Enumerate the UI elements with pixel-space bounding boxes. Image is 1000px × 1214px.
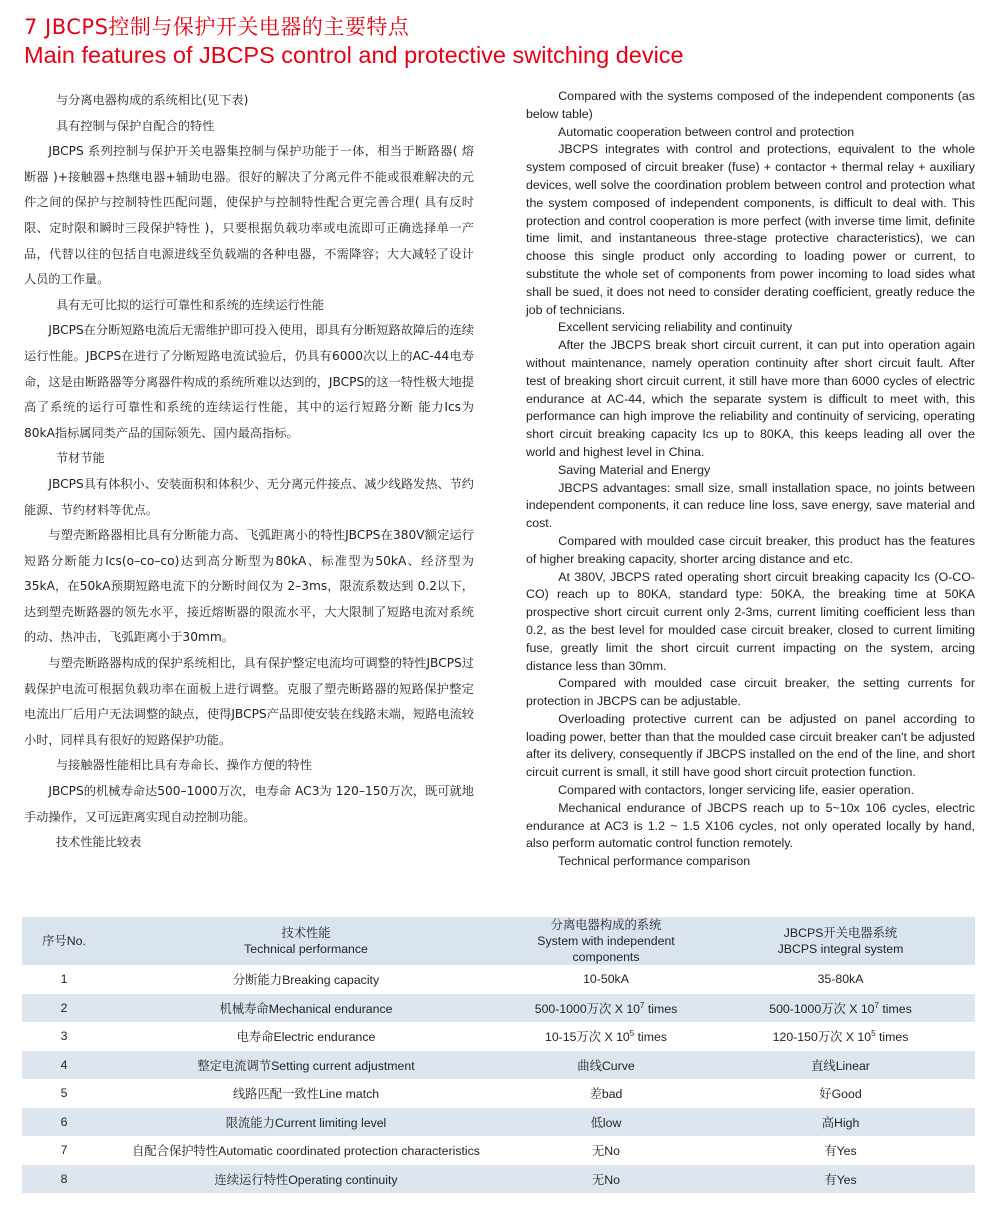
cn-paragraph: 与塑壳断路器构成的保护系统相比，具有保护整定电流均可调整的特性JBCPS过载保护电流可根据负载功率在面板上进行调整。克服了塑壳断路器的短路保护整定电流出厂后用户无法调整的缺点，使得JBCPS产品即使安装在线路末端，短路电流较小时，同样具有很好的短路保护功能。 [24, 656, 474, 747]
row-number-cell: 2 [22, 994, 106, 1023]
cell-value: 差bad [589, 1087, 623, 1102]
cell-unit: times [644, 1001, 678, 1016]
cell-value: 曲线Curve [577, 1058, 635, 1073]
cell-value: 有Yes [824, 1172, 857, 1187]
row-independent-cell [506, 1022, 706, 1051]
row-jbcps-cell [706, 965, 975, 994]
table-row [22, 1165, 975, 1194]
row-number-cell: 5 [22, 1079, 106, 1108]
cell-value: 10-50kA [583, 972, 629, 987]
header-jb-cn: JBCPS开关电器系统 [783, 926, 898, 940]
en-paragraph: Compared with moulded case circuit breaker, this product has the features of higher breaking capacity, shorter arcing distance and etc. [526, 533, 975, 566]
section-title-cn: 7 JBCPS控制与保护开关电器的主要特点 [24, 15, 410, 39]
en-paragraph: Compared with moulded case circuit breaker, the setting currents for protection in JBCPS can be adjustable. [526, 676, 975, 709]
table-body [22, 965, 975, 1193]
row-number-cell: 6 [22, 1108, 106, 1137]
cell-value: 500-1000万次 X 10 [769, 1001, 875, 1016]
cell-exponent: 7 [874, 1000, 879, 1010]
row-performance-cell: 自配合保护特性Automatic coordinated protection characteristics [106, 1136, 506, 1165]
table-row [22, 1051, 975, 1080]
header-ind-en: System with independent components [537, 934, 675, 964]
cell-value: 高High [821, 1115, 860, 1130]
en-heading: Excellent servicing reliability and continuity [558, 320, 793, 335]
en-paragraph: Mechanical endurance of JBCPS reach up to 5~10x 106 cycles, electric endurance at AC3 is 1.2 ~ 1.5 X106 cycles, not only operated locally by hand, also perform automatic control function remotely. [526, 800, 975, 851]
en-paragraph: JBCPS integrates with control and protections, equivalent to the whole system composed of circuit breaker (fuse) + contactor + thermal relay + auxiliary devices, well solve the coordination problem between control and protection what the system composed of independent components, is difficult to deal with. This protection and control cooperation is more perfect (with inverse time limit, definite time limit, and instantaneous three-stage protective characteristics), we can choose this single product only according to loading power or current, to substitute the whole set of components from power incoming to load sides what shall be sued, it does not need to consider derating coefficient, greatly reduce the job of technicians. [526, 142, 975, 317]
row-jbcps-cell [706, 1136, 975, 1165]
row-performance-cell: 整定电流调节Setting current adjustment [106, 1051, 506, 1080]
cn-heading: 与分离电器构成的系统相比(见下表) [56, 93, 249, 107]
cn-heading: 与接触器性能相比具有寿命长、操作方便的特性 [56, 758, 312, 773]
header-no: 序号No. [22, 917, 106, 965]
row-number-cell: 7 [22, 1136, 106, 1165]
row-number-cell: 8 [22, 1165, 106, 1194]
cn-paragraph: JBCPS在分断短路电流后无需维护即可投入使用，即具有分断短路故障后的连续运行性能。JBCPS在进行了分断短路电流试验后，仍具有6000次以上的AC-44电寿命，这是由断路器等分离器件构成的系统所难以达到的，JBCPS的这一特性极大地提高了系统的运行可靠性和系统的连续运行性能，其中的运行短路分断 能力Ics为80kA指标属同类产品的国际领先、国内最高指标。 [24, 323, 474, 440]
cn-paragraph: JBCPS 系列控制与保护开关电器集控制与保护功能于一体，相当于断路器( 熔断器 )+接触器+热继电器+辅助电器。很好的解决了分离元件不能或很难解决的元件之间的保护与控制特性匹配问题，使保护与控制特性配合更完善合理( 具有反时限、定时限和瞬时三段保护特性 )，只要根据负载功率或电流即可正确选择单一产品，代替以往的包括自电源进线至负载端的各种电器，不需降容；大大减轻了设计人员的工作量。 [24, 144, 474, 287]
row-independent-cell [506, 1165, 706, 1194]
row-independent-cell [506, 994, 706, 1023]
row-number-cell: 1 [22, 965, 106, 994]
row-independent-cell [506, 1108, 706, 1137]
en-paragraph: Compared with the systems composed of the independent components (as below table) [526, 89, 975, 121]
header-jb-en: JBCPS integral system [777, 942, 904, 956]
table-header-row [22, 917, 975, 965]
cell-value: 无No [591, 1172, 621, 1187]
cell-exponent: 7 [640, 1000, 645, 1010]
row-jbcps-cell [706, 1022, 975, 1051]
en-paragraph: At 380V, JBCPS rated operating short circuit breaking capacity Ics (O-CO-CO) reach up to 80KA, standard type: 50KA, the breaking time at 50KA prospective short circuit current only 2-3ms, current limiting coefficient less than 0.2, as the best level for moulded case circuit breaker, closed to current limiting fuse, greatly limit the short circuit current impacting on the system, arcing distance less than 30mm. [526, 569, 975, 673]
table-row [22, 994, 975, 1023]
row-jbcps-cell [706, 1165, 975, 1194]
en-heading: Saving Material and Energy [558, 462, 711, 477]
chinese-text-column [24, 88, 474, 856]
cell-value: 有Yes [824, 1144, 857, 1159]
row-independent-cell [506, 1051, 706, 1080]
en-paragraph: After the JBCPS break short circuit current, it can put into operation again without maintenance, namely operation continuity after short circuit fault. After test of breaking short circuit current, it still have more than 6000 cycles of electric endurance at AC-44, which the separate system is difficult to meet with, this performance can high improve the reliability and continuity of servicing, operating short circuit breaking capacity Ics up to 80KA, this keeps leading all over the world and highest level in China. [526, 338, 975, 459]
row-performance-cell: 线路匹配一致性Line match [106, 1079, 506, 1108]
header-jbcps-system [706, 917, 975, 965]
cell-unit: times [875, 1030, 909, 1045]
cell-value: 10-15万次 X 10 [544, 1030, 630, 1045]
en-paragraph: JBCPS advantages: small size, small installation space, no joints between independent components, it can reduce line loss, save energy, save material and cost. [526, 480, 975, 531]
cn-heading: 技术性能比较表 [56, 835, 142, 850]
cn-heading: 具有控制与保护自配合的特性 [56, 118, 215, 133]
cell-value: 低low [590, 1115, 622, 1130]
cell-value: 35-80kA [817, 972, 864, 987]
row-number-cell: 3 [22, 1022, 106, 1051]
table-row [22, 1022, 975, 1051]
row-independent-cell [506, 1136, 706, 1165]
header-perf-cn: 技术性能 [281, 926, 331, 940]
row-performance-cell: 分断能力Breaking capacity [106, 965, 506, 994]
cell-value: 直线Linear [811, 1058, 870, 1073]
row-performance-cell: 限流能力Current limiting level [106, 1108, 506, 1137]
cn-paragraph: 与塑壳断路器相比具有分断能力高、飞弧距离小的特性JBCPS在380V额定运行短路分断能力Ics(o–co–co)达到高分断型为80kA、标准型为50kA、经济型为35kA，在50kA预期短路电流下的分断时间仅为 2–3ms，限流系数达到 0.2以下，达到塑壳断路器的领先水平，接近熔断器的限流水平，大大限制了短路电流对系统的动、热冲击，飞弧距离小于30mm。 [24, 528, 474, 645]
cell-exponent: 5 [629, 1029, 635, 1039]
header-independent-system [506, 917, 706, 965]
row-performance-cell: 机械寿命Mechanical endurance [106, 994, 506, 1023]
header-perf-en: Technical performance [244, 942, 368, 956]
cn-paragraph: JBCPS具有体积小、安装面积和体积少、无分离元件接点、减少线路发热、节约能源、节约材料等优点。 [24, 476, 474, 517]
cell-value: 500-1000万次 X 10 [534, 1001, 641, 1016]
cn-paragraph: JBCPS的机械寿命达500–1000万次，电寿命 AC3为 120–150万次，既可就地手动操作，又可远距离实现自动控制功能。 [24, 784, 474, 824]
cell-value: 120-150万次 X 10 [772, 1030, 872, 1045]
cell-unit: times [634, 1030, 667, 1045]
row-jbcps-cell [706, 1079, 975, 1108]
en-paragraph: Overloading protective current can be adjusted on panel according to loading power, better than that the moulded case circuit breaker can't be adjusted after its delivery, consequently if JBCPS installed on the end of the line, and short circuit current is small, it still have good short circuit protection function. [526, 711, 975, 780]
en-heading: Automatic cooperation between control and protection [558, 124, 855, 139]
table-row [22, 965, 975, 994]
cell-value: 无No [591, 1144, 621, 1159]
table-row [22, 1108, 975, 1137]
row-independent-cell [506, 1079, 706, 1108]
en-heading: Technical performance comparison [558, 854, 751, 869]
en-heading: Compared with contactors, longer servicing life, easier operation. [558, 783, 915, 798]
row-independent-cell [506, 965, 706, 994]
cn-heading: 具有无可比拟的运行可靠性和系统的连续运行性能 [56, 297, 325, 312]
table-row [22, 1136, 975, 1165]
row-jbcps-cell [706, 994, 975, 1023]
row-performance-cell: 电寿命Electric endurance [106, 1022, 506, 1051]
performance-comparison-table [22, 917, 975, 1193]
table-row [22, 1079, 975, 1108]
section-title-en: Main features of JBCPS control and protective switching device [24, 42, 684, 68]
cell-unit: times [878, 1001, 912, 1016]
header-technical-performance [106, 917, 506, 965]
cell-exponent: 5 [871, 1029, 876, 1039]
row-number-cell: 4 [22, 1051, 106, 1080]
header-ind-cn: 分离电器构成的系统 [550, 918, 662, 932]
row-performance-cell: 连续运行特性Operating continuity [106, 1165, 506, 1194]
row-jbcps-cell [706, 1051, 975, 1080]
cn-heading: 节材节能 [56, 451, 105, 466]
row-jbcps-cell [706, 1108, 975, 1137]
english-text-column [526, 88, 975, 871]
cell-value: 好Good [819, 1087, 862, 1102]
